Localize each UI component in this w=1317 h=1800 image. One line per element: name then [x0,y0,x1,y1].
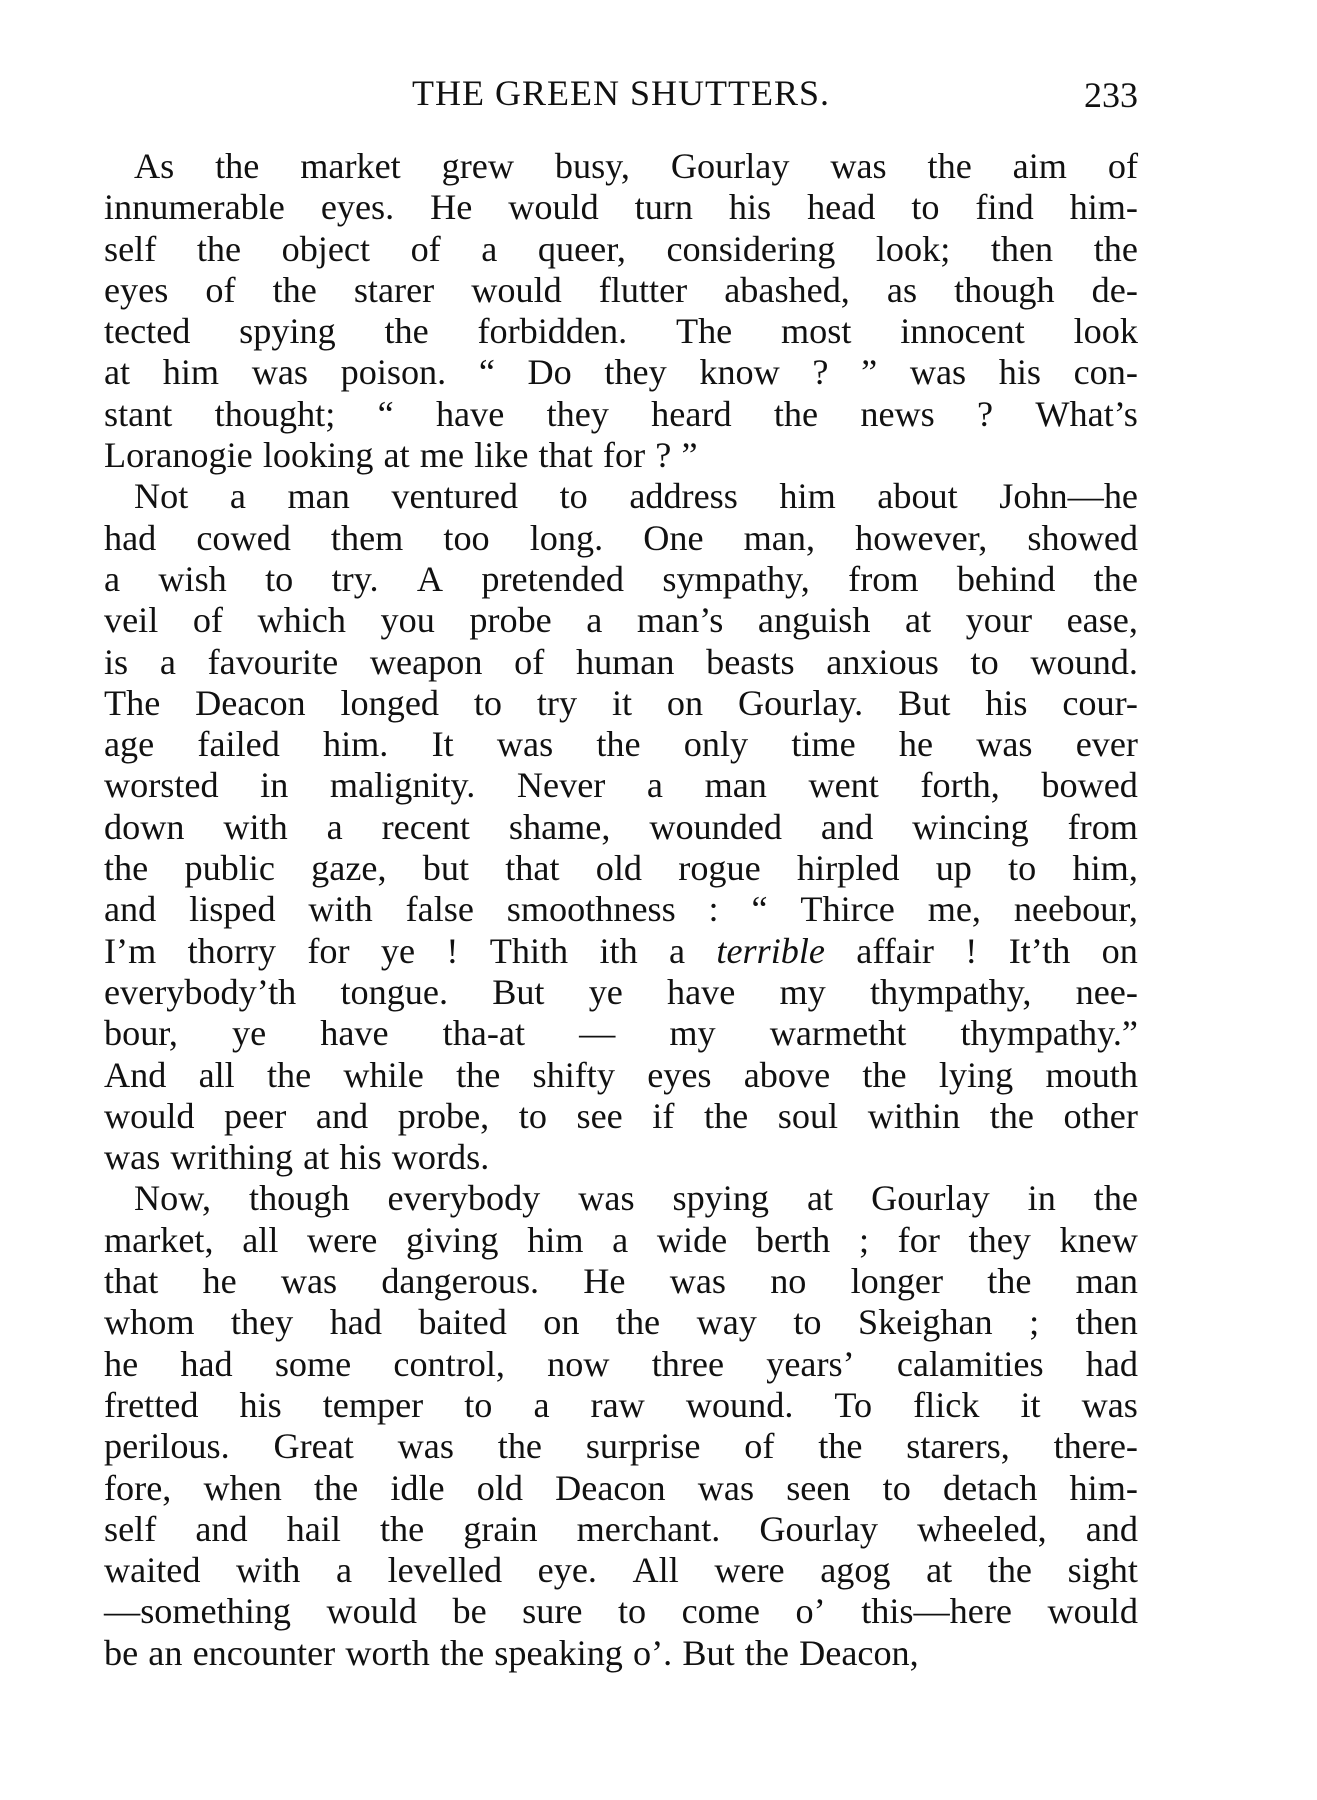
text-line: he had some control, now three years’ calamities had [104,1343,1138,1384]
text-line: was writhing at his words. [104,1137,490,1178]
text-line: worsted in malignity. Never a man went forth, bowed [104,765,1138,806]
text-line: As the market grew busy, Gourlay was the aim of [134,146,1138,186]
page-number: 233 [1084,75,1138,115]
text-line: —something would be sure to come o’ this—here would [104,1591,1138,1632]
text-line: whom they had baited on the way to Skeighan ; then [104,1302,1138,1343]
text-line: stant thought; “ have they heard the news ? What’s [104,393,1138,434]
text-line: Not a man ventured to address him about John—he [134,476,1138,517]
text-line: had cowed them too long. One man, however, showed [104,517,1138,558]
text-line: be an encounter worth the speaking o’. But the Deacon, [104,1632,919,1673]
text-line: everybody’th tongue. But ye have my thympathy, nee- [104,971,1138,1012]
text-line: Loranogie looking at me like that for ? ” [104,435,698,476]
text-line: Now, though everybody was spying at Gourlay in the [134,1178,1138,1219]
text-line: innumerable eyes. He would turn his head to find him- [104,187,1138,228]
text-line: tected spying the forbidden. The most innocent look [104,311,1138,352]
text-line: perilous. Great was the surprise of the starers, there- [104,1426,1138,1467]
paragraph [104,146,1138,476]
text-line: The Deacon longed to try it on Gourlay. But his cour- [104,682,1138,723]
body-text [104,146,1138,1674]
text-line: age failed him. It was the only time he was ever [104,724,1138,765]
text-line: would peer and probe, to see if the soul within the other [104,1095,1138,1136]
text-line: self the object of a queer, considering look; then the [104,228,1138,269]
text-line: waited with a levelled eye. All were agog at the sight [104,1550,1138,1591]
text-line: a wish to try. A pretended sympathy, from behind the [104,558,1138,599]
text-line: And all the while the shifty eyes above the lying mouth [104,1054,1138,1095]
text-line: market, all were giving him a wide berth ; for they knew [104,1219,1138,1260]
running-title: THE GREEN SHUTTERS. [412,73,830,113]
paragraph [104,1178,1138,1674]
text-line: self and hail the grain merchant. Gourlay wheeled, and [104,1508,1138,1549]
text-line: and lisped with false smoothness : “ Thirce me, neebour, [104,889,1138,930]
text-line: fretted his temper to a raw wound. To flick it was [104,1384,1138,1425]
text-line: down with a recent shame, wounded and wincing from [104,806,1138,847]
text-line: eyes of the starer would flutter abashed, as though de- [104,269,1138,310]
text-line: at him was poison. “ Do they know ? ” was his con- [104,352,1138,393]
text-line: is a favourite weapon of human beasts anxious to wound. [104,641,1138,682]
text-line: I’m thorry for ye ! Thith ith a terrible affair ! It’th on [104,930,1138,971]
text-line: that he was dangerous. He was no longer the man [104,1261,1138,1302]
running-head [104,72,1138,132]
paragraph [104,476,1138,1178]
text-line: the public gaze, but that old rogue hirpled up to him, [104,848,1138,889]
text-line: bour, ye have tha-at — my warmetht thympathy.” [104,1013,1138,1054]
text-line: veil of which you probe a man’s anguish at your ease, [104,600,1138,641]
text-line: fore, when the idle old Deacon was seen to detach him- [104,1467,1138,1508]
